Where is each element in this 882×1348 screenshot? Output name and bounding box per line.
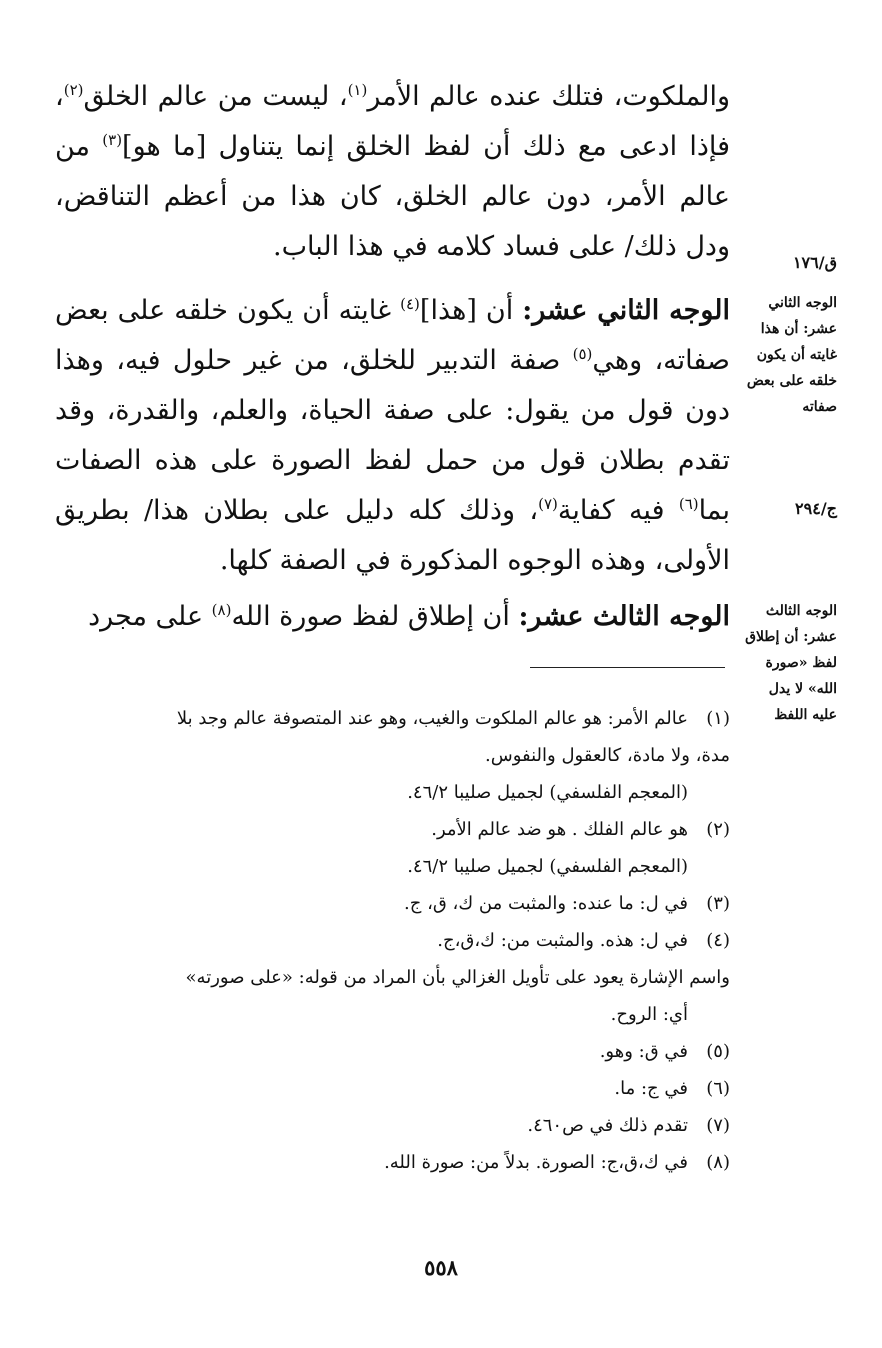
footnote-number [688, 774, 730, 811]
footnote-item [55, 1070, 730, 1107]
footnote-text: أي: الروح. [610, 1004, 688, 1025]
footnote-item [55, 1107, 730, 1144]
footnote-item [55, 811, 730, 848]
section-heading-12: الوجه الثاني عشر: [522, 295, 730, 326]
footnote-number: (٣) [706, 893, 730, 914]
footnote-number: (٢) [706, 819, 730, 840]
paragraph-2 [55, 286, 730, 586]
text-run: أن [هذا] [419, 295, 523, 326]
footnote-item [55, 1144, 730, 1181]
footnote-ref-7[interactable]: (٧) [538, 495, 558, 513]
manuscript-ref-j294: ج/٢٩٤ [795, 499, 837, 518]
manuscript-ref-q176: ق/١٧٦ [792, 253, 837, 272]
footnote-ref-2[interactable]: (٢) [63, 81, 84, 99]
footnote-item [55, 737, 730, 774]
footnote-text: مدة، ولا مادة، كالعقول والنفوس. [485, 745, 730, 766]
footnote-item [55, 922, 730, 959]
footnote-text: عالم الأمر: هو عالم الملكوت والغيب، وهو عند المتصوفة عالم وجد بلا [176, 708, 688, 729]
page-number: ٥٥٨ [424, 1255, 458, 1280]
footnote-number: (٧) [706, 1115, 730, 1136]
footnote-number: (١) [706, 708, 730, 729]
text-run: ، وذلك كله دليل على بطلان هذا/ بطريق الأولى، وهذه الوجوه المذكورة في الصفة كلها. [55, 495, 730, 576]
footnote-item [55, 959, 730, 996]
footnote-text: (المعجم الفلسفي) لجميل صليبا ٤٦/٢. [407, 856, 688, 877]
footnote-text: في ك،ق،ج: الصورة. بدلاً من: صورة الله. [384, 1152, 688, 1173]
footnote-number: (٥) [706, 1041, 730, 1062]
text-run: ، ليست من عالم الخلق [83, 81, 348, 112]
margin-note-13: الوجه الثالث عشر: أن إطلاق لفظ «صورة الله» لا يدل عليه اللفظ [745, 603, 837, 723]
footnote-item [55, 774, 730, 811]
text-run: صفة التدبير للخلق، من غير حلول فيه، وهذا دون قول من يقول: على صفة الحياة، والعلم، والقدرة، وقد تقدم بطلان قول من حمل لفظ الصورة على هذه الصفات بما [55, 345, 730, 526]
text-run: ، فإذا ادعى مع ذلك أن لفظ الخلق إنما يتناول [ما هو] [55, 81, 730, 162]
footnote-number [688, 848, 730, 885]
footnote-item [55, 700, 730, 737]
footnote-text: (المعجم الفلسفي) لجميل صليبا ٤٦/٢. [407, 782, 688, 803]
paragraph-3 [55, 592, 730, 642]
text-run: من عالم الأمر، دون عالم الخلق، كان هذا من أعظم التناقض، ودل ذلك/ على فساد كلامه في هذا الباب. [55, 131, 730, 262]
paragraph-1 [55, 72, 730, 272]
text-run: والملكوت، فتلك عنده عالم الأمر [367, 81, 730, 112]
footnote-text: في ل: هذه. والمثبت من: ك،ق،ج. [437, 930, 688, 951]
footnote-number: (٤) [706, 930, 730, 951]
text-run: غايته أن يكون خلقه على بعض صفاته، وهي [55, 295, 730, 376]
footnote-text: تقدم ذلك في ص٤٦٠. [527, 1115, 688, 1136]
text-run: فيه كفاية [557, 495, 679, 526]
footnote-text: في ق: وهو. [599, 1041, 688, 1062]
footnote-text: في ج: ما. [614, 1078, 688, 1099]
footnote-ref-6[interactable]: (٦) [678, 495, 699, 513]
footnote-text: هو عالم الفلك . هو ضد عالم الأمر. [431, 819, 688, 840]
footnote-ref-8[interactable]: (٨) [211, 601, 232, 619]
footnote-item [55, 848, 730, 885]
footnote-number: (٦) [706, 1078, 730, 1099]
margin-note-12: الوجه الثاني عشر: أن هذا غايته أن يكون خلقه على بعض صفاته [746, 295, 837, 415]
text-run: أن إطلاق لفظ صورة الله [231, 601, 519, 632]
footnote-ref-1[interactable]: (١) [347, 81, 368, 99]
footnote-item [55, 885, 730, 922]
footnote-ref-4[interactable]: (٤) [400, 295, 420, 313]
footnote-ref-5[interactable]: (٥) [572, 345, 593, 363]
footnote-ref-3[interactable]: (٣) [102, 131, 123, 149]
footnote-number: (٨) [706, 1152, 730, 1173]
footnotes [55, 700, 730, 1181]
footnote-separator [530, 667, 725, 668]
footnote-text: واسم الإشارة يعود على تأويل الغزالي بأن المراد من قوله: «على صورته» [185, 967, 730, 988]
text-run: على مجرد [88, 601, 212, 632]
section-heading-13: الوجه الثالث عشر: [518, 601, 730, 632]
footnote-item [55, 1033, 730, 1070]
footnote-text: في ل: ما عنده: والمثبت من ك، ق، ج. [404, 893, 688, 914]
footnote-item [55, 996, 730, 1033]
footnote-number [688, 996, 730, 1033]
